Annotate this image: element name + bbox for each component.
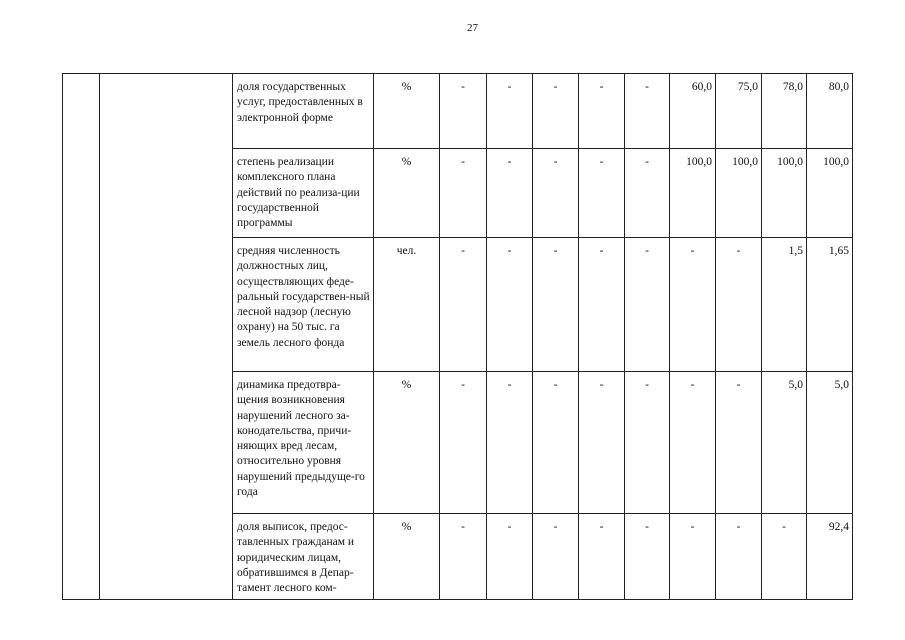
unit-cell: чел. xyxy=(374,238,440,372)
indicators-table xyxy=(62,73,853,600)
unit-cell: % xyxy=(374,514,440,600)
unit-cell: % xyxy=(374,372,440,514)
indicator-description: доля государственных услуг, предоставленных в электронной форме xyxy=(233,74,374,149)
value-cell: - xyxy=(487,149,533,238)
value-cell: - xyxy=(533,514,579,600)
value-cell: - xyxy=(670,238,716,372)
value-cell: - xyxy=(440,514,487,600)
indicator-description: средняя численность должностных лиц, осуществляющих феде-ральный государствен-ный лесной надзор (лесную охрану) на 50 тыс. га земель лесного фонда xyxy=(233,238,374,372)
value-cell: - xyxy=(579,149,625,238)
page-number: 27 xyxy=(467,22,478,34)
value-cell: - xyxy=(487,514,533,600)
value-cell: - xyxy=(533,74,579,149)
value-cell: 1,5 xyxy=(762,238,807,372)
value-cell: 80,0 xyxy=(807,74,853,149)
value-cell: - xyxy=(625,74,670,149)
value-cell: - xyxy=(670,372,716,514)
row-number-cell xyxy=(63,74,100,600)
value-cell: 60,0 xyxy=(670,74,716,149)
indicator-description: доля выписок, предос-тавленных гражданам и юридическим лицам, обратившимся в Депар-тамент лесного ком- xyxy=(233,514,374,600)
value-cell: - xyxy=(487,372,533,514)
value-cell: 100,0 xyxy=(807,149,853,238)
value-cell: - xyxy=(579,372,625,514)
value-cell: 100,0 xyxy=(670,149,716,238)
table-row xyxy=(63,74,853,149)
unit-cell: % xyxy=(374,149,440,238)
value-cell: 75,0 xyxy=(716,74,762,149)
value-cell: - xyxy=(487,74,533,149)
value-cell: 5,0 xyxy=(762,372,807,514)
value-cell: - xyxy=(440,372,487,514)
value-cell: - xyxy=(625,149,670,238)
value-cell: - xyxy=(579,74,625,149)
value-cell: 100,0 xyxy=(762,149,807,238)
value-cell: - xyxy=(716,372,762,514)
value-cell: 5,0 xyxy=(807,372,853,514)
value-cell: 1,65 xyxy=(807,238,853,372)
value-cell: - xyxy=(440,149,487,238)
program-name-cell xyxy=(100,74,233,600)
indicator-description: динамика предотвра-щения возникновения нарушений лесного за-конодательства, причи-няющих вред лесам, относительно уровня нарушений предыдуще-го года xyxy=(233,372,374,514)
value-cell: - xyxy=(440,238,487,372)
value-cell: - xyxy=(670,514,716,600)
value-cell: 78,0 xyxy=(762,74,807,149)
value-cell: - xyxy=(579,238,625,372)
value-cell: - xyxy=(716,514,762,600)
unit-cell: % xyxy=(374,74,440,149)
value-cell: - xyxy=(625,238,670,372)
indicator-description: степень реализации комплексного плана действий по реализа-ции государственной программы xyxy=(233,149,374,238)
value-cell: 100,0 xyxy=(716,149,762,238)
value-cell: 92,4 xyxy=(807,514,853,600)
value-cell: - xyxy=(440,74,487,149)
value-cell: - xyxy=(716,238,762,372)
value-cell: - xyxy=(533,372,579,514)
value-cell: - xyxy=(533,149,579,238)
value-cell: - xyxy=(533,238,579,372)
value-cell: - xyxy=(625,372,670,514)
value-cell: - xyxy=(579,514,625,600)
value-cell: - xyxy=(625,514,670,600)
value-cell: - xyxy=(762,514,807,600)
value-cell: - xyxy=(487,238,533,372)
